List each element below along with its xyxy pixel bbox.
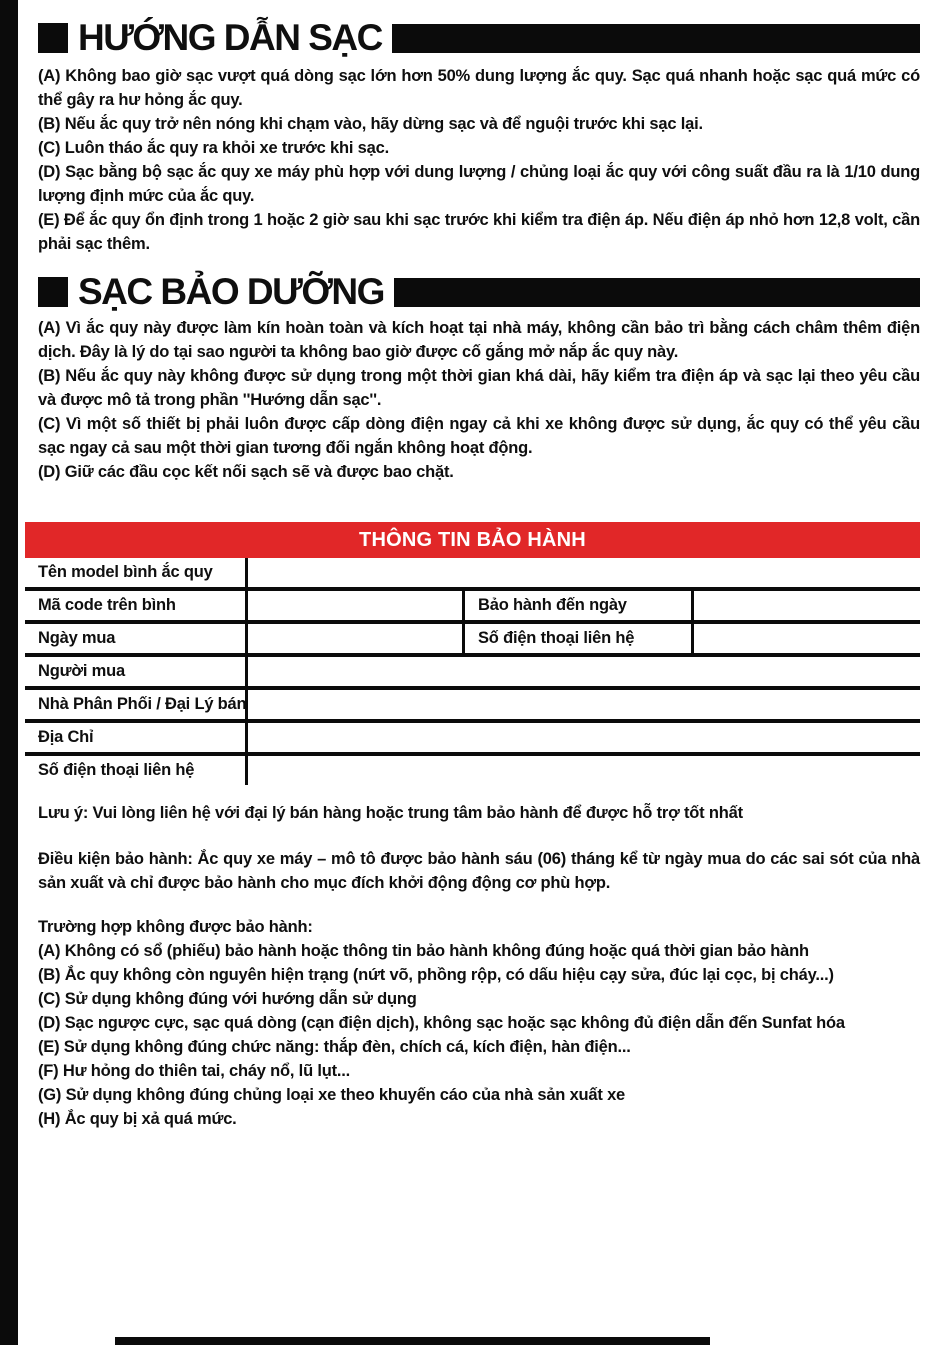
warranty-field-label: Tên model bình ắc quy	[25, 558, 248, 587]
warranty-field-value	[248, 723, 920, 752]
warranty-row-code	[25, 591, 920, 624]
no-warranty-title: Trường hợp không được bảo hành:	[38, 918, 313, 936]
warranty-row-phone	[25, 756, 920, 785]
warranty-field-value	[248, 756, 920, 785]
note-contact: Lưu ý: Vui lòng liên hệ với đại lý bán hàng hoặc trung tâm bảo hành để được hỗ trợ tốt nhất	[38, 804, 743, 822]
no-warranty-item: (C) Sử dụng không đúng với hướng dẫn sử dụng	[38, 990, 417, 1008]
warranty-field-value	[694, 591, 920, 620]
warranty-field-value	[248, 558, 920, 587]
section-title-maintenance: SẠC BẢO DƯỠNG	[78, 271, 384, 312]
warranty-field-value	[248, 624, 465, 653]
maintenance-instructions	[38, 316, 920, 484]
note-warranty-conditions: Điều kiện bảo hành: Ắc quy xe máy – mô tô được bảo hành sáu (06) tháng kể từ ngày mua do các sai sót của nhà sản xuất và chỉ được bảo hành cho mục đích khởi động động cơ phù hợp.	[38, 850, 920, 892]
instruction-line: (A) Không bao giờ sạc vượt quá dòng sạc lớn hơn 50% dung lượng ắc quy. Sạc quá nhanh hoặc sạc quá mức có thể gây ra hư hỏng ắc quy.	[38, 67, 920, 109]
instruction-line: (B) Nếu ắc quy này không được sử dụng trong một thời gian khá dài, hãy kiểm tra điện áp và sạc lại theo yêu cầu và được mô tả trong phần ''Hướng dẫn sạc''.	[38, 367, 920, 409]
warranty-row-buyer	[25, 657, 920, 690]
section-header-maintenance	[38, 272, 920, 312]
charging-instructions	[38, 64, 920, 256]
warranty-field-label: Ngày mua	[25, 624, 248, 653]
no-warranty-item: (H) Ắc quy bị xả quá mức.	[38, 1110, 237, 1128]
warranty-field-label: Nhà Phân Phối / Đại Lý bán	[25, 690, 248, 719]
warranty-field-value	[248, 591, 465, 620]
no-warranty-item: (A) Không có sổ (phiếu) bảo hành hoặc thông tin bảo hành không đúng hoặc quá thời gian bảo hành	[38, 942, 809, 960]
section-title-charging: HƯỚNG DẪN SẠC	[78, 17, 382, 58]
warranty-field-label: Người mua	[25, 657, 248, 686]
warranty-field-label: Số điện thoại liên hệ	[465, 624, 694, 653]
instruction-line: (C) Luôn tháo ắc quy ra khỏi xe trước khi sạc.	[38, 139, 389, 157]
no-warranty-item: (G) Sử dụng không đúng chủng loại xe theo khuyến cáo của nhà sản xuất xe	[38, 1086, 626, 1104]
instruction-line: (A) Vì ắc quy này được làm kín hoàn toàn và kích hoạt tại nhà máy, không cần bảo trì bằng cách châm thêm điện dịch. Đây là lý do tại sao người ta không bao giờ được cố gắng mở nắp ắc quy này.	[38, 319, 920, 361]
warranty-table-header: THÔNG TIN BẢO HÀNH	[25, 522, 920, 558]
warranty-row-dealer	[25, 690, 920, 723]
warranty-table	[25, 522, 920, 785]
instruction-line: (D) Giữ các đầu cọc kết nối sạch sẽ và được bao chặt.	[38, 463, 454, 481]
warranty-row-address	[25, 723, 920, 756]
warranty-row-purchase-date	[25, 624, 920, 657]
warranty-row-model	[25, 558, 920, 591]
no-warranty-item: (E) Sử dụng không đúng chức năng: thắp đèn, chích cá, kích điện, hàn điện...	[38, 1038, 631, 1056]
section-marker-icon	[38, 277, 68, 307]
bottom-edge-bar	[115, 1337, 710, 1345]
instruction-line: (B) Nếu ắc quy trở nên nóng khi chạm vào, hãy dừng sạc và để nguội trước khi sạc lại.	[38, 115, 703, 133]
warranty-field-value	[694, 624, 920, 653]
left-edge-bar	[0, 0, 18, 1345]
no-warranty-item: (B) Ắc quy không còn nguyên hiện trạng (nứt võ, phồng rộp, có dấu hiệu cạy sửa, đúc lại cọc, bị cháy...)	[38, 966, 834, 984]
warranty-field-label: Mã code trên bình	[25, 591, 248, 620]
section-marker-icon	[38, 23, 68, 53]
no-warranty-item: (F) Hư hỏng do thiên tai, cháy nổ, lũ lụt...	[38, 1062, 351, 1080]
section-title-bar	[394, 278, 920, 307]
warranty-field-value	[248, 657, 920, 686]
page-content	[38, 0, 920, 1131]
instruction-line: (C) Vì một số thiết bị phải luôn được cấp dòng điện ngay cả khi xe không được sử dụng, ắc quy có thể yêu cầu sạc ngay cả sau một thời gian tương đối ngắn không hoạt động.	[38, 415, 920, 457]
no-warranty-item: (D) Sạc ngược cực, sạc quá dòng (cạn điện dịch), không sạc hoặc sạc không đủ điện dẫn đến Sunfat hóa	[38, 1014, 845, 1032]
instruction-line: (D) Sạc bằng bộ sạc ắc quy xe máy phù hợp với dung lượng / chủng loại ắc quy với công suất đầu ra là 1/10 dung lượng định mức của ắc quy.	[38, 163, 920, 205]
warranty-field-label: Bảo hành đến ngày	[465, 591, 694, 620]
warranty-field-value	[248, 690, 920, 719]
section-header-charging	[38, 18, 920, 58]
warranty-field-label: Địa Chỉ	[25, 723, 248, 752]
instruction-line: (E) Để ắc quy ổn định trong 1 hoặc 2 giờ sau khi sạc trước khi kiểm tra điện áp. Nếu điện áp nhỏ hơn 12,8 volt, cần phải sạc thêm.	[38, 211, 920, 253]
warranty-field-label: Số điện thoại liên hệ	[25, 756, 248, 785]
section-title-bar	[392, 24, 920, 53]
